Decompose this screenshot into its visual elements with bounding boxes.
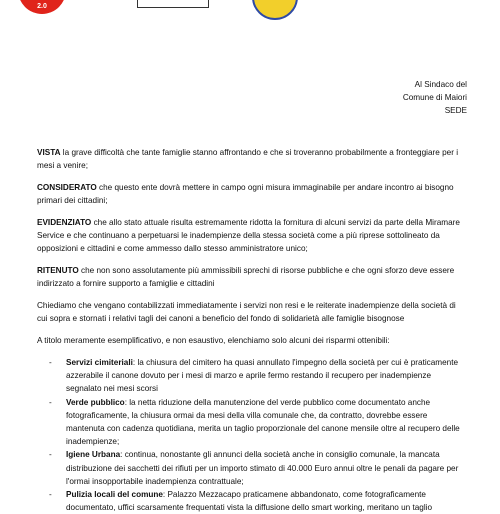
paragraph-text: Chiediamo che vengano contabilizzati immediatamente i servizi non resi e le reiterate inadempienze della società di cui sopra e stornati i relativi tagli dei canoni a beneficio del fondo di solidarietà alle famiglie bisognose [37, 301, 456, 324]
list-item [37, 448, 465, 488]
paragraph-text: la grave difficoltà che tante famiglie stanno affrontando e che si troveranno probabilmente a fronteggiare per i mesi a venire; [37, 148, 459, 171]
letter-body [37, 146, 465, 514]
list-bullet: - [49, 450, 52, 460]
addressee-line: SEDE [444, 106, 467, 116]
party-logo-box [137, 0, 209, 8]
paragraph-list-intro [37, 334, 465, 347]
paragraph-request [37, 299, 465, 325]
party-logo-red-text: 2.0 [37, 3, 47, 10]
list-item [37, 356, 465, 396]
list-item-lead: Verde pubblico [66, 397, 125, 407]
list-bullet: - [49, 397, 52, 407]
paragraph-text: che non sono assolutamente più ammissibili sprechi di risorse pubbliche e che ogni sforzo deve essere indirizzato a fornire supporto a famiglie e cittadini [37, 266, 455, 289]
list-item-text: : la netta riduzione della manutenzione del verde pubblico come documentato anche fotograficamente, la chiusura ormai da mesi della villa comunale che, da contratto, dovrebbe essere mantenuta con cadenza quotidiana, merita un taglio proporzionale del canone mensile oltre al recupero delle inadempienze; [66, 397, 460, 447]
paragraph-evidenziato [37, 216, 465, 256]
list-bullet: - [49, 358, 52, 367]
list-item-lead: Servizi cimiteriali [66, 358, 133, 367]
list-bullet: - [49, 490, 52, 500]
addressee-block [403, 78, 467, 118]
list-item [37, 396, 465, 449]
party-logo-red [18, 0, 66, 14]
paragraph-lead: VISTA [37, 148, 61, 157]
paragraph-ritenuto [37, 264, 465, 290]
paragraph-lead: CONSIDERATO [37, 183, 97, 192]
paragraph-vista [37, 146, 465, 172]
list-item-text: : la chiusura del cimitero ha quasi annullato l'impegno della società per cui è praticamente azzerabile il canone dovuto per i mesi di marzo e aprile fermo restando il recupero per inadempienze segnalato nei mesi scorsi [66, 358, 459, 394]
paragraph-text: che questo ente dovrà mettere in campo ogni misura immaginabile per andare incontro ai bisogno primari dei cittadini; [37, 183, 454, 206]
list-item [37, 488, 465, 514]
list-item-lead: Igiene Urbana [66, 450, 121, 460]
party-logo-yellow [252, 0, 298, 20]
savings-list [37, 356, 465, 514]
paragraph-text: che allo stato attuale risulta estremamente ridotta la fornitura di alcuni servizi da parte della Miramare Service e che continuano a perpetuarsi le inadempienze della stessa società come a più riprese sottolineato da opposizioni e cittadini e come ammesso dallo stesso amministratore unico; [37, 218, 460, 254]
paragraph-lead: RITENUTO [37, 266, 79, 276]
list-item-text: : Palazzo Mezzacapo praticamene abbandonato, come fotograficamente documentato, uffici scarsamente frequentati vista la diffusione dello smart working, meritano un taglio [66, 490, 433, 513]
paragraph-considerato [37, 181, 465, 207]
list-item-lead: Pulizia locali del comune [66, 490, 163, 500]
addressee-line: Al Sindaco del [414, 80, 467, 89]
list-item-text: : continua, nonostante gli annunci della società anche in consiglio comunale, la mancata distribuzione dei sacchetti dei rifiuti per un importo stimato di 40.000 Euro annui oltre le penali da pagare per l'ormai insopportabile inadempienza contrattuale; [66, 450, 459, 486]
paragraph-text: A titolo meramente esemplificativo, e non esaustivo, elenchiamo solo alcuni dei risparmi ottenibili: [37, 336, 390, 346]
paragraph-lead: EVIDENZIATO [37, 218, 92, 227]
addressee-line: Comune di Maiori [402, 93, 467, 103]
